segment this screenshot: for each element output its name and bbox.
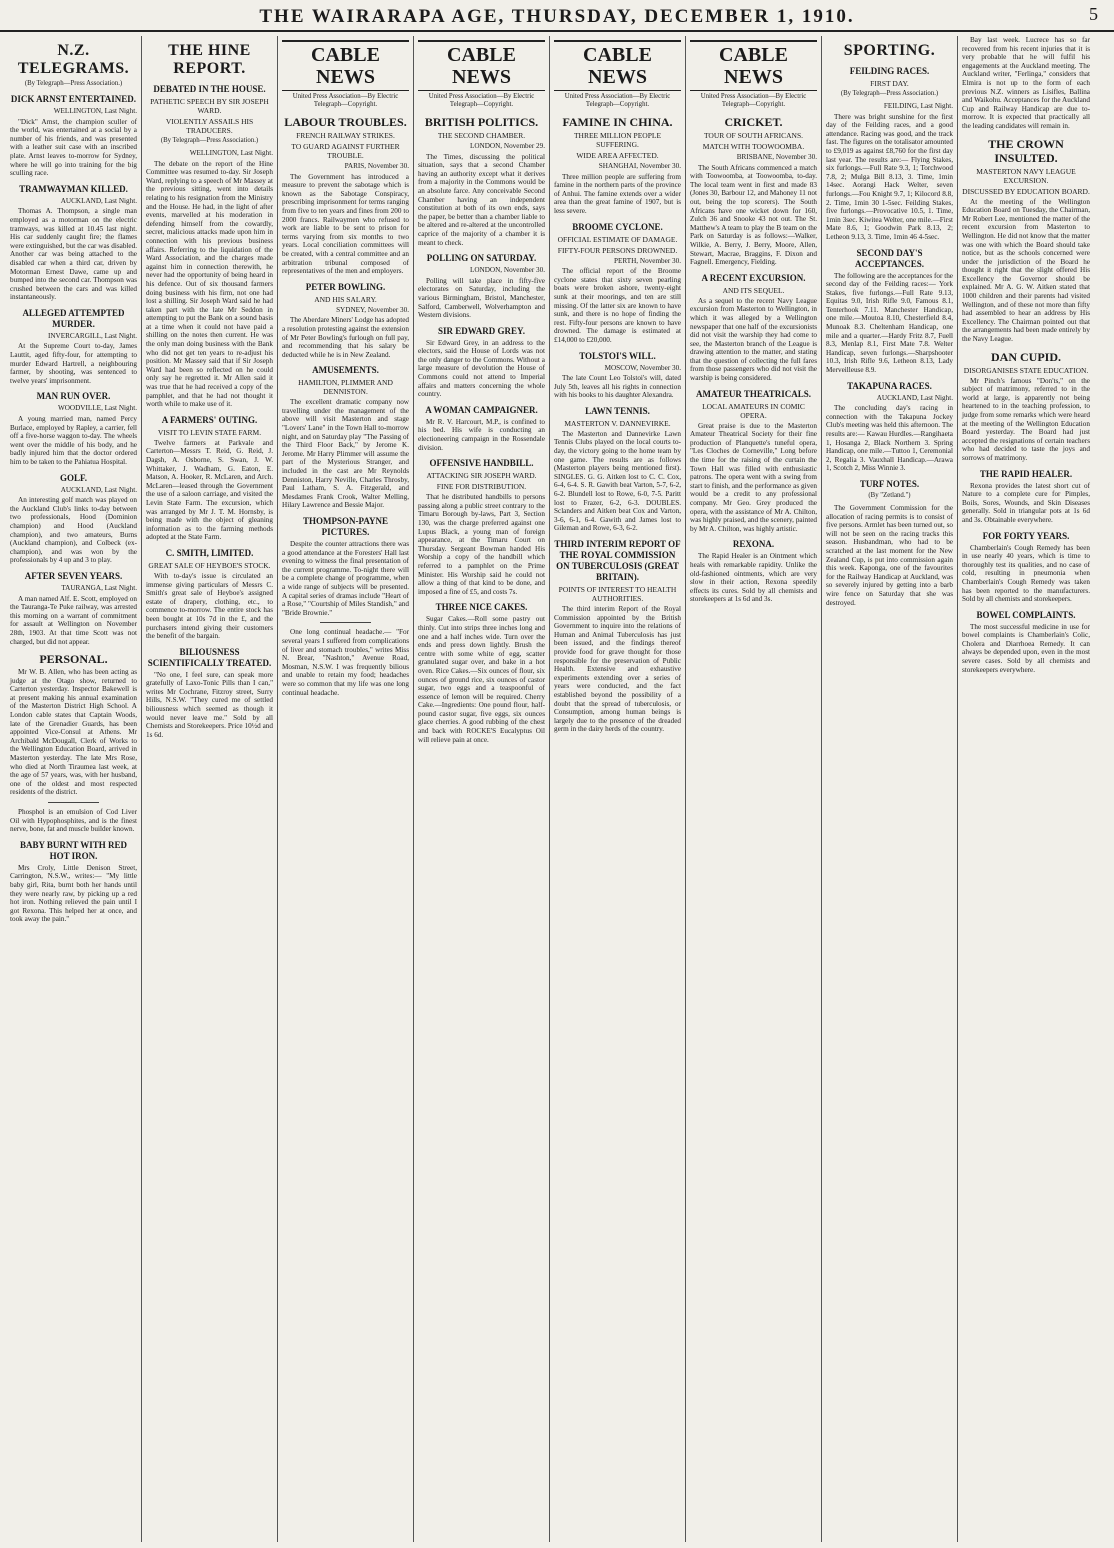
article-headline: OFFENSIVE HANDBILL. (429, 458, 534, 469)
article-body: At the meeting of the Wellington Education Board on Tuesday, the Chairman, Mr Robert Lee, mentioned the matter of the recent excursion from Masterton to Wellington. He did not know that the matter was one with which the Board should take notice, but as the schools concerned were under the jurisdiction of the Board he thought it right that the slight offered His Excellency the Governor should be explained. Mr A. G. W. Aitken stated that 1000 children and their parents had visited Wellington, and of these not more than fifty had assembled to hear an address by His Excellency. The Chairman pointed out that the arrangements had been made entirely by the Navy League. (962, 197, 1090, 344)
article-body: Sir Edward Grey, in an address to the electors, said the House of Lords was not the only danger to the Commons. Without a large measure of devolution the House of Commons could not attend to Imperial affairs and matters concerning the whole country. (418, 338, 545, 399)
dateline: AUCKLAND, Last Night. (60, 485, 137, 494)
article-body: The Times, discussing the political situation, says that a second Chamber having an authority except what it derives from a majority in the Commons would be an absolute farce. Any conceivable Second Chamber having an independent constitution at both of its own ends, says the paper, be better than a chamber liable to be altered and re-altered at the uncontrolled caprice of the majority of a chamber it is meant to check. (418, 152, 545, 247)
article-headline: AMUSEMENTS. (312, 365, 379, 376)
article-body: The following are the acceptances for the second day of the Feilding races:— York Stakes, five furlongs.—Full Rate 9.13, Equitas 9.0, Irish Rifle 9.0, Famous 8.1, Tenterhook 7.11. Manchester Handicap, one mile.—Moutoa 8.10, Chesterfield 8.4, Munoak 8.3. Cheltenham Handicap, one mile and a quarter.—Hardy Fritz 8.7, Fuell 8.3, Menlap 8.1, First Mate 7.8. Welter Handicap, seven furlongs.—Sharpshooter 10.3, Irish Rifle 9.6, Letheon 8.13, Lady Merveilleuse 8.9. (826, 271, 953, 375)
article-body: The Masterton and Dannevirke Lawn Tennis Clubs played on the local courts to-day, the victory going to the home team by one game. The results are as follows (Masterton players being mentioned first). SINGLES. G. G. Aitken lost to C. C. Cox, 6-4, 6-4. S. R. Gawith beat Varton, 5-7, 6-2, 6-2. Blundell lost to Rowe, 6-0, 7-5. Paritt lost to Frazer, 6-2, 6-3. DOUBLES. Sclanders and Aitken beat Cox and Varton, 3-6, 6-1, 6-4. Gawith and James lost to Gileman and Rowe, 6-3, 6-2. (554, 429, 681, 533)
article-headline: A FARMERS' OUTING. (161, 414, 258, 425)
section-credit: (By "Zetland.") (868, 491, 911, 499)
newspaper-columns (6, 36, 1108, 1542)
section-heading: CABLE NEWS (690, 40, 817, 91)
article-body: The South Africans commenced a match with Toowoomba, at Toowoomba, to-day. The local team went in first and made 83 (Jones 30, Barbour 12, and Mahoney 11 not out, being the top scorers). The South Africans have one wicket down for 160, Zulch 36 and Snooke 43 not out. The St. Matthew's A team to play the B team on the Park on Saturday is as follows:—Walker, Wilkie, A. Berry, J. Berry, Moore, Allen, Stewart, Macrae, Braggins, F. Dixon and Fagnell. Emergency, Fielding. (690, 163, 817, 267)
section-heading: CABLE NEWS (554, 40, 681, 91)
article-headline: LABOUR TROUBLES. (284, 115, 407, 129)
section-heading: N.Z. TELEGRAMS. (17, 42, 130, 77)
advertisement: Mrs Croly, Little Denison Street, Carrington, N.S.W., writes:— "My little baby girl, Rita, burnt both her hands until they were nearly raw, by picking up a red hot iron. Nothing relieved the pain until I got Rexona. This helped her at once, and took away the pain." (10, 863, 137, 924)
article-subhead: ATTACKING SIR JOSEPH WARD. (426, 471, 537, 481)
page-number: 5 (1089, 4, 1098, 24)
article-body: Mr R. V. Harcourt, M.P., is confined to his bed. His wife is conducting an electioneering campaign in the Rossendale division. (418, 417, 545, 452)
advertisement: One long continual headache.— "For several years I suffered from complications of liver and stomach troubles," writes Miss N. Brear, "Nashton," Avenue Road, Mosman, N.S.W. I was frequently bilious and unable to retain my food; headaches were so common that my life was one long continual headache. (282, 628, 409, 697)
article-headline: BRITISH POLITICS. (424, 115, 539, 129)
section-credit: (By Telegraph—Press Association.) (24, 80, 123, 87)
article-body: There was bright sunshine for the first day of the Feilding races, and a good attendance. Racing was good, and the track fast. The figures on the totalisator amounted to £9,019 as against £8,760 for the first day last year. The results are:— Flying Stakes, six furlongs.—Full Rate 9.3, 1; Torchwood 7.8, 2; Mulga Bill 8.13, 3. Time, 1min 14sec. Aorangi Hack Welter, seven furlongs.—Fou Knight 9.7, 1; Kilocord 8.8, 2. Time, 1min 30 1-5sec. Feilding Stakes, five furlongs.—Provocative 10.5, 1. Time, 1min 3sec. Kiwitea Welter, one mile.—First Mate 8.6, 1; Goodwin Park 8.13, 2; Letheon 9.13, 3. Time, 1min 46 4-5sec. (826, 112, 954, 241)
article-body: With to-day's issue is circulated an immense giving particulars of Messrs C. Smith's great sale of Heyboe's assigned estate of drapery, clothing, etc., to commence to-morrow. The entire stock has been bought at 10s 7d in the £, and the purchasers intend giving their customers the benefit of the bargain. (146, 571, 273, 641)
article-headline: TAKAPUNA RACES. (847, 380, 932, 391)
article-subhead: AND ITS SEQUEL. (722, 285, 785, 295)
article-body: Mr Pinch's famous "Don'ts," on the subject of matrimony, referred to in the world at large, is apparently not being heartened to in the teaching profession, to judge from some remarks which were heard at the meeting of the Wellington Education Board yesterday. The Board had just accepted the resignations of certain teachers who had decided to taste the joys and sorrows of matrimony. (962, 376, 1090, 462)
masthead (0, 0, 1114, 32)
article-body: The third interim Report of the Royal Commission appointed by the British Government to inquire into the relations of Human and Animal Tuberculosis has just been issued, and the findings thereof provide food for grave thought for those responsible for the preservation of Public Health. Extensive and exhaustive experiments extending over a series of years were conducted, and the fact established beyond the possibility of a doubt that the spread of tuberculosis, or Consumption, among human beings is largely due to the presence of the dreaded germ in the dairy herds of the country. (554, 605, 681, 734)
article-body: Three million people are suffering from famine in the northern parts of the province of Anhui. The famine extends over a wider area than the great famine of 1907, but is less severe. (554, 172, 681, 215)
dateline: WOODVILLE, Last Night. (57, 404, 137, 413)
dateline: FEILDING, Last Night. (883, 102, 953, 110)
article-headline: SECOND DAY'S ACCEPTANCES. (854, 247, 925, 269)
article-subhead: TOUR OF SOUTH AFRICANS. (703, 131, 804, 140)
article-body: The excellent dramatic company now travelling under the management of the above will visit Masterton and stage "Lovers' Lane" in the Town Hall to-morrow night, and on Saturday play "The Passing of the Third Floor Back," by Jerome K. Jerome. Mr Harry Plimmer will assume the part of the Mysterious Stranger, and included in the cast are Mr Reynolds Denniston, Harry Neville, Charles Throsby, Paul Latham, S. A. Fitzgerald, and Mesdames Frank Crook, Walter Melling, Hilary Lawrence and Bessie Major. (282, 398, 409, 510)
dateline: PERTH, November 30. (613, 256, 681, 265)
dateline: INVERCARGILL, Last Night. (47, 331, 137, 340)
dateline: AUCKLAND, Last Night. (876, 393, 953, 402)
article-headline: C. SMITH, LIMITED. (165, 547, 254, 558)
article-subhead: MASTERTON NAVY LEAGUE EXCURSION. (976, 166, 1076, 185)
article-body: Mr W. B. Allen, who has been acting as judge at the Otago show, returned to Carterton yesterday. Inspector Bakewell is at present making his annual examination of the Masterton District High School. A London cable states that Captain Woods, late of the Grenadier Guards, has been appointed Vice-Consul at Athens. Mr Archibald McDougall, Clerk of Works to the Wellington Education Board, arrived in Masterton yesterday. The late Mrs Rose, who died at North Tiraumea last week, at the age of 57 years, was, with her husband, one of the oldest and most respected residents of the district. (10, 668, 137, 797)
article-body: The official report of the Broome cyclone states that sixty seven pearling boats were broken ashore, twenty-eight sunk at their moorings, and ten are still missing. Of the latter six are known to have sunk, and there is no hope of finding the rest. Fifty-four persons are known to have drowned. The damage is estimated at £14,000 to £20,000. (554, 267, 681, 344)
divider (48, 802, 99, 803)
article-subhead: MASTERTON V. DANNEVIRKE. (564, 418, 671, 428)
article-headline: MAN RUN OVER. (36, 391, 111, 402)
article-headline: THIRD INTERIM REPORT OF THE ROYAL COMMISSION ON TUBERCULOSIS (GREAT BRITAIN). (554, 539, 681, 582)
advertisement: Phosphol is an emulsion of Cod Liver Oil with Hypophosphites, and is the finest nerve, bone, fat and muscle builder known. (10, 808, 137, 834)
dateline: SHANGHAI, November 30. (598, 162, 681, 170)
article-subhead: DISCUSSED BY EDUCATION BOARD. (962, 186, 1090, 196)
dateline: PARIS, November 30. (344, 162, 409, 170)
dateline: WELLINGTON, Last Night. (189, 149, 273, 157)
article-headline: THE CROWN INSULTED. (988, 136, 1064, 165)
article-body: The Government has introduced a measure to prevent the sabotage which is known as the Sabotage Conspiracy, prescribing imprisonment for terms ranging from five to ten years and fines from 200 to 2000 francs. Railwaymen who refused to work are liable to be sent to prison for terms varying from six months to two years. Local conciliation committees will be created, with a central committee and an arbitration tribunal composed of representatives of the men and employers. (282, 172, 409, 276)
article-body: The Government Commission for the allocation of racing permits is to consist of five persons. Armlet has been turned out, so will not be seen on the racing tracks this season. Husbandman, who had to be scratched at the last moment for the New Zealand Cup, is put into commission again this week. Kaponga, one of the favourites for the Railway Handicap at Auckland, was so severely injured by getting into a barb wire fence on Saturday that she was destroyed. (826, 503, 953, 607)
article-subhead: THE SECOND CHAMBER. (437, 131, 526, 140)
article-body: An interesting golf match was played on the Auckland Club's links to-day between two professionals, Hood (Dominion champion) and Hood (Auckland champion), and two amateurs, Burns (Auckland champion), and Colbeck (ex-champion), and was won by the professionals by 4 up and 3 to play. (10, 496, 137, 565)
column-nz-telegrams (6, 36, 142, 1542)
article-subhead: OFFICIAL ESTIMATE OF DAMAGE. (557, 234, 678, 244)
article-subhead: FINE FOR DISTRIBUTION. (436, 482, 527, 492)
article-body: The debate on the report of the Hine Committee was resumed to-day. Sir Joseph Ward, replying to a speech of Mr Massey at the previous sitting, went into details relating to his resignation from the Ministry and the House. He had, in the light of after events, marvelled at his moderation in defending himself from the cowardly, secret, malicious attacks made upon him in connection with his previous business affairs. Referring to the liquidation of the Ward Association, and the charges made against him in connection therewith, he never had the opportunity of being heard in his defence. Out of six thousand farmers doing business with his firm, not one had lost a shilling. Sir Joseph Ward said he had taken part with the late Mr Seddon in attempting to put the Bank on a sound basis at a time when it could not have paid a shilling on the notes then current. He was the only man doing business with the Bank who did not get ten years to re-adjust his position. Mr Massey said that if Sir Joseph Ward had been so reflected on he could only say he regretted it. Mr Allen said it was true that he had received a copy of the pamphlet, and that he had not thought it worth while to make use of it. (146, 159, 273, 409)
article-headline: REXONA. (732, 539, 775, 550)
article-subhead: MATCH WITH TOOWOOMBA. (702, 142, 805, 151)
article-headline: PETER BOWLING. (305, 281, 386, 292)
section-heading: THE HINE REPORT. (168, 42, 251, 77)
article-body: A man named Alf. E. Scott, employed on the Tauranga-Te Puke railway, was arrested this morning on a warrant of commitment for assault at Wellington on November 28th, 1903. At that time Scott was not charged, but did not appear. (10, 594, 137, 646)
article-body: A young married man, named Percy Burlace, employed by Rapley, a carrier, fell off a five-horse waggon to-day. The wheels went over the middle of his body, and he badly injured him that the doctor ordered him to be taken to the Pahiatua Hospital. (10, 415, 137, 466)
dateline: LONDON, November 29. (469, 142, 545, 150)
article-headline: FAMINE IN CHINA. (562, 115, 673, 129)
article-headline: A RECENT EXCURSION. (701, 272, 806, 283)
article-body: "Dick" Arnst, the champion sculler of the world, was entertained at a social by a number of his friends, and was presented with a leather suit case with an inscribed plate. Arnst leaves to-morrow for Sydney, where he will go into training for the big sculling race. (10, 117, 137, 178)
column-cable-news-labour (278, 36, 414, 1542)
article-headline: TOLSTOI'S WILL. (579, 350, 656, 361)
article-body: Despite the counter attractions there was a good attendance at the Foresters' Hall last evening to witness the final presentation of the current programme. To-night there will be a complete change of programme, when a wide range of subjects will be presented. A capital series of dramas include "Heart of a Rose," "Courtship of Miles Standish," and "Bride Brownie." (282, 540, 409, 617)
article-headline: SIR EDWARD GREY. (438, 325, 525, 336)
article-body: As a sequel to the recent Navy League excursion from Masterton to Wellington, in which it was alleged by a Wellington newspaper that one half of the excursionists did not visit the warship they had come to see, the Masterton branch of the League is drawing attention to the matter, and stating that the question of collecting the full fares from those passengers who did not visit the warship is being considered. (690, 296, 817, 383)
dateline: WELLINGTON, Last Night. (53, 107, 137, 115)
article-subhead: VIOLENTLY ASSAILS HIS TRADUCERS. (165, 117, 254, 135)
article-subhead: POINTS OF INTEREST TO HEALTH AUTHORITIES. (558, 585, 677, 603)
article-headline: ALLEGED ATTEMPTED MURDER. (22, 307, 125, 329)
column-crown-insulted (958, 36, 1094, 1542)
dateline: AUCKLAND, Last Night. (60, 196, 137, 205)
dateline: LONDON, November 30. (469, 266, 545, 275)
article-subhead: VISIT TO LEVIN STATE FARM. (157, 427, 262, 437)
dateline: BRISBANE, November 30. (736, 153, 817, 161)
column-cable-news-cricket (686, 36, 822, 1542)
article-subhead: LOCAL AMATEURS IN COMIC OPERA. (702, 401, 805, 420)
advertisement: "No one, I feel sure, can speak more gratefully of Laxo-Tonic Pills than I can," writes Mr Cochrane, Fitzroy street, Surry Hills, N.S.W. "They cured me of settled biliousness which seemed as though it would never leave me." Sold by all Chemists and Storekeepers. Price 10½d and 1s 6d. (146, 670, 273, 739)
column-hine-report (142, 36, 278, 1542)
article-headline: BABY BURNT WITH RED HOT IRON. (19, 839, 128, 861)
article-body: Sugar Cakes.—Roll some pastry out thinly. Cut into strips three inches long and one and a half inches wide. Turn over the ends and press down lightly. Brush the centre with some white of egg, scatter granulated sugar over, and bake in a hot oven. Rice Cakes.—Six ounces of flour, six ounces of ground rice, six ounces of castor sugar, two eggs and a teaspoonful of essence of lemon will be required. Cherry Cake.—Ingredients: One pound flour, half-pound castor sugar, five eggs, six ounces glace cherries. A good rubbing of the chest and back with ROCKE'S Eucalyptus Oil will relieve pain at once. (418, 615, 545, 744)
section-credit: United Press Association—By Electric Telegraph—Copyright. (292, 93, 399, 108)
article-body: Bay last week. Lucrece has so far recovered from his recent injuries that it is very probable that he will fulfil his engagements at the Auckland meeting. The Auckland writer, "Ferlinga," considers that Elmira is not up to the form of each previous N.Z. winners as Lisifles, Ballina and Waikohu. Acceptances for the Auckland Cup and Railway Handicap are due to-morrow. It is expected that practically all the leading candidates will remain in. (962, 36, 1090, 130)
article-subhead: AND HIS SALARY. (314, 294, 377, 304)
article-subhead: DISORGANISES STATE EDUCATION. (963, 365, 1089, 375)
section-heading: CABLE NEWS (418, 40, 545, 91)
article-body: Polling will take place in fifty-five electorates on Saturday, including the various Birmingham, Bristol, Manchester, Salford, Camberwell, Wolverhampton and Western divisions. (418, 276, 545, 320)
dateline: SYDNEY, November 30. (336, 305, 409, 314)
column-cable-news-famine (550, 36, 686, 1542)
article-headline: BOWEL COMPLAINTS. (976, 609, 1076, 620)
section-credit: (By Telegraph—Press Association.) (840, 90, 939, 97)
advertisement: The most successful medicine in use for bowel complaints is Chamberlain's Colic, Cholera and Diarrhoea Remedy. It can always be depended upon, even in the most severe cases. Sold by all chemists and storekeepers everywhere. (962, 622, 1090, 674)
article-headline: BILIOUSNESS SCIENTIFICALLY TREATED. (147, 646, 272, 668)
section-credit: United Press Association—By Electric Telegraph—Copyright. (564, 93, 671, 108)
article-headline: CRICKET. (724, 115, 783, 129)
article-headline: AFTER SEVEN YEARS. (24, 570, 123, 581)
article-body: Great praise is due to the Masterton Amateur Theatrical Society for their fine production of Planquette's tuneful opera, "Les Cloches de Corneville," Long before the time for the raising of the curtain the Town Hall was filled with enthusiastic patrons. The opera went with a swing from start to finish, and the performance as given would be a credit to any professional company. Mr Geo. Grey produced the opera, with the assistance of Mr A. Chilton, was highly praised, and the scenery, painted by Mr A. Chilton, was highly artistic. (690, 421, 817, 533)
article-subhead: FIFTY-FOUR PERSONS DROWNED. (557, 245, 678, 255)
article-headline: TURF NOTES. (859, 478, 920, 489)
article-subhead: PATHETIC SPEECH BY SIR JOSEPH WARD. (150, 97, 269, 115)
advertisement: Chamberlain's Cough Remedy has been in use nearly 40 years, which is time to thoroughly test its qualities, and no case of cold, resulting in pneumonia when Chamberlain's Cough Remedy was taken has been reported to the manufacturers. Sold by all chemists and storekeepers. (962, 543, 1090, 604)
dateline: MOSCOW, November 30. (604, 363, 681, 372)
article-headline: TRAMWAYMAN KILLED. (19, 183, 128, 194)
section-heading: CABLE NEWS (282, 40, 409, 91)
article-subhead: GREAT SALE OF HEYBOE'S STOCK. (148, 560, 271, 570)
article-headline: DAN CUPID. (991, 349, 1061, 364)
article-subhead: FIRST DAY. (870, 79, 909, 88)
article-headline: THOMPSON-PAYNE PICTURES. (302, 516, 388, 537)
article-body: That he distributed handbills to persons passing along a public street contrary to the Timaru Borough by-laws, Part 3, Section 130, was the charge preferred against one Lupus Black, a young man of foreign appearance, at the Timaru Court on Thursday. Sergeant Bowman handed His Worship a copy of the handbill which referred to a pamphlet on the Prime Minister. His Worship said he could not allow a thing of that kind to be done, and imposed a fine of £5, and costs 7s. (418, 493, 545, 596)
article-body: The late Count Leo Tolstoi's will, dated July 5th, leaves all his rights in connection with his books to his daughter Alexandra. (554, 374, 681, 400)
advertisement: The Rapid Healer is an Ointment which heals with remarkable rapidity. Unlike the old-fashioned ointments, which are very slow in their action, Rexona speedily effects its cures. Sold by all chemists and storekeepers at 1s 6d and 3s. (690, 552, 817, 604)
article-subhead: THREE MILLION PEOPLE SUFFERING. (573, 131, 662, 149)
section-heading: SPORTING. (843, 42, 936, 59)
advertisement: Rexona provides the latest short cut of Nature to a complete cure for Pimples, Boils, Sores, Wounds, and Skin Diseases generally. Sold in triangular pots at 1s 6d and 3s. Obtainable everywhere. (962, 481, 1090, 524)
section-credit: United Press Association—By Electric Telegraph—Copyright. (428, 93, 535, 108)
article-body: Twelve farmers at Parkvale and Carterton—Messrs T. Reid, G. Reid, J. Dagsh, A. Osborne, S. Swan, J. W. Whittaker, J. Wadham, G. Eaton, E. Matson, A. Hooker, R. McLaren, and Arch. McLaren—leased through the Government the use of a saloon carriage, and visited the Levin State Farm. The excursion, which was arranged by Mr J. T. M. Hornsby, is being made with the object of gleaning information as to the farming methods adopted at the State Farm. (146, 438, 273, 542)
column-cable-news-politics (414, 36, 550, 1542)
article-headline: AMATEUR THEATRICALS. (695, 388, 812, 399)
article-body: The concluding day's racing in connection with the Takapuna Jockey Club's meeting was held this afternoon. The results are:— Kawau Hurdles.—Rangihaeta 1, Hosanga 2, Black Northern 3. Spring Handicap, one mile.—Tuttoo 1, Ceremonial 2, Regalia 3. Vauxhall Handicap.—Arawa 1, Scotch 2, Miss Winnie 3. (826, 404, 953, 473)
article-body: At the Supreme Court to-day, James Lauttit, aged fifty-four, for attempting to murder Edward Hartrell, a neighbouring farmer, by shooting, was sentenced to twelve years' imprisonment. (10, 342, 137, 385)
article-subhead: FRENCH RAILWAY STRIKES. (296, 131, 395, 140)
article-body: Thomas A. Thompson, a single man employed as a motorman on the electric tramways, was killed at 10.45 last night. His car suddenly caught fire; the flames were extinguished, but the car was disabled. Another car was being attached to the disabled car when a third car, driven by Motorman Ernest Dawe, came up and bumped into the second car. Thompson was crushed between the cars and was killed instantaneously. (10, 207, 137, 302)
article-subhead: WIDE AREA AFFECTED. (576, 151, 659, 160)
column-sporting (822, 36, 958, 1542)
article-headline: THE RAPID HEALER. (979, 468, 1073, 479)
article-body: The Aberdare Miners' Lodge has adopted a resolution protesting against the extension of Mr Peter Bowling's furlough on full pay, and recommending that his salary be deducted while he is in New Zealand. (282, 316, 409, 359)
article-headline: FEILDING RACES. (849, 66, 930, 76)
article-headline: POLLING ON SATURDAY. (426, 253, 537, 264)
article-headline: FOR FORTY YEARS. (982, 530, 1070, 541)
article-headline: LAWN TENNIS. (585, 405, 650, 416)
article-headline: THREE NICE CAKES. (435, 602, 528, 613)
article-subhead: TO GUARD AGAINST FURTHER TROUBLE. (291, 142, 400, 160)
article-headline: GOLF. (60, 472, 87, 483)
section-credit: (By Telegraph—Press Association.) (160, 137, 259, 144)
article-headline: DICK ARNST ENTERTAINED. (10, 94, 137, 104)
article-headline: DEBATED IN THE HOUSE. (153, 84, 266, 94)
article-subhead: HAMILTON, PLIMMER AND DENNISTON. (298, 378, 393, 397)
newspaper-title: THE WAIRARAPA AGE, THURSDAY, DECEMBER 1, 1910. (259, 6, 855, 27)
section-credit: United Press Association—By Electric Telegraph—Copyright. (700, 93, 807, 108)
article-headline: A WOMAN CAMPAIGNER. (425, 404, 538, 415)
article-headline: PERSONAL. (39, 652, 108, 667)
article-headline: BROOME CYCLONE. (572, 221, 663, 232)
dateline: TAURANGA, Last Night. (61, 583, 137, 592)
divider (320, 622, 371, 623)
